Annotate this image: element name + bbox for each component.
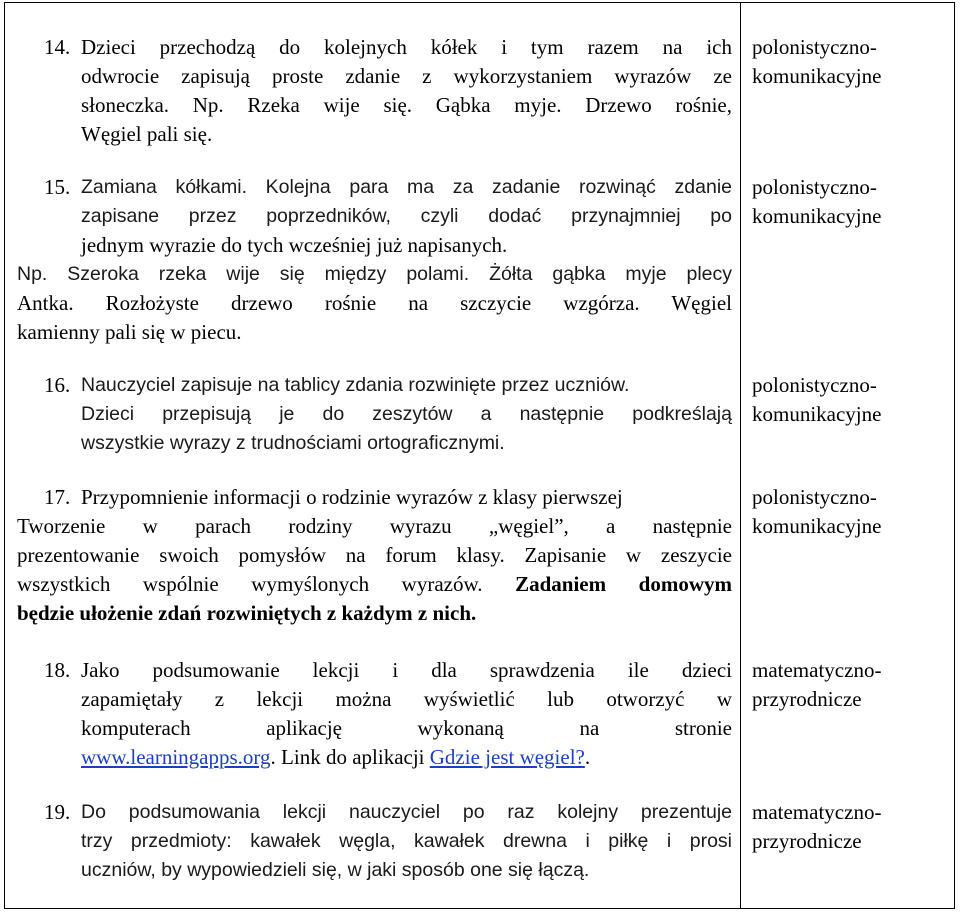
category-line: polonistyczno-: [752, 485, 877, 509]
category-15: [752, 173, 952, 231]
category-line: przyrodnicze: [752, 687, 862, 711]
item-text-line: Przypomnienie informacji o rodzinie wyrazów z klasy pierwszej: [81, 485, 623, 509]
item-text-line: zapamiętały z lekcji można wyświetlić lub otworzyć w: [81, 687, 732, 711]
category-line: przyrodnicze: [752, 829, 862, 853]
item-text-line: Dzieci przepisują je do zeszytów a następnie podkreślają: [81, 403, 732, 425]
item-text-line: słoneczka. Np. Rzeka wije się. Gąbka myje. Drzewo rośnie,: [81, 93, 732, 117]
item-text-line: wszystkie wyrazy z trudnościami ortograficznymi.: [81, 432, 505, 454]
item-number: 18.: [44, 658, 71, 682]
category-line: polonistyczno-: [752, 175, 877, 199]
category-line: polonistyczno-: [752, 35, 877, 59]
item-number: 17.: [44, 485, 71, 509]
item-text-line: Tworzenie w parach rodziny wyrazu „węgiel”, a następnie: [17, 514, 732, 538]
learningapps-link[interactable]: www.learningapps.org: [81, 745, 271, 769]
app-link[interactable]: Gdzie jest węgiel?: [429, 745, 585, 769]
category-17: [752, 483, 952, 541]
item-text-line: Dzieci przechodzą do kolejnych kółek i tym razem na ich: [81, 35, 732, 59]
item-text-line: trzy przedmioty: kawałek węgla, kawałek drewna i piłkę i prosi: [81, 830, 732, 852]
item-text-line: komputerach aplikację wykonaną na stronie: [81, 716, 732, 740]
item-number: 15.: [44, 175, 71, 199]
category-19: [752, 798, 952, 856]
category-line: komunikacyjne: [752, 402, 882, 426]
category-line: polonistyczno-: [752, 373, 877, 397]
item-text-line: [81, 743, 590, 772]
item-text-line: kamienny pali się w piecu.: [17, 320, 242, 344]
homework-text: będzie ułożenie zdań rozwiniętych z każdym z nich.: [17, 601, 477, 625]
item-number: 19.: [44, 800, 71, 824]
line-text: .: [584, 745, 591, 769]
item-text-line: Do podsumowania lekcji nauczyciel po raz kolejny prezentuje: [81, 801, 732, 823]
item-text-line: Zamiana kółkami. Kolejna para ma za zadanie rozwinąć zdanie: [81, 176, 732, 198]
category-18: [752, 656, 952, 714]
category-line: matematyczno-: [752, 658, 882, 682]
homework-highlight: Zadaniem domowym: [515, 572, 732, 596]
item-number: 16.: [44, 373, 71, 397]
item-text-line: uczniów, by wypowiedzieli się, w jaki sposób one się łączą.: [81, 859, 590, 881]
item-text-line: jednym wyrazie do tych wcześniej już napisanych.: [81, 233, 508, 257]
line-text: wszystkich wspólnie wymyślonych wyrazów.: [17, 572, 483, 596]
line-text: . Link do aplikacji: [270, 745, 430, 769]
item-text-line: odwrocie zapisują proste zdanie z wykorzystaniem wyrazów ze: [81, 64, 732, 88]
item-text-line: Węgiel pali się.: [81, 122, 213, 146]
column-divider: [740, 2, 741, 909]
category-16: [752, 371, 952, 429]
category-line: komunikacyjne: [752, 64, 882, 88]
category-14: [752, 33, 952, 91]
category-line: matematyczno-: [752, 800, 882, 824]
category-line: komunikacyjne: [752, 514, 882, 538]
item-text-line: Nauczyciel zapisuje na tablicy zdania rozwinięte przez uczniów.: [81, 374, 630, 396]
item-text-line: Np. Szeroka rzeka wije się między polami. Żółta gąbka myje plecy: [17, 263, 732, 285]
item-text-line: zapisane przez poprzedników, czyli dodać przynajmniej po: [81, 205, 732, 227]
category-line: komunikacyjne: [752, 204, 882, 228]
item-text-line: Jako podsumowanie lekcji i dla sprawdzenia ile dzieci: [81, 658, 732, 682]
item-text-line: prezentowanie swoich pomysłów na forum klasy. Zapisanie w zeszycie: [17, 543, 732, 567]
item-text-line: Antka. Rozłożyste drzewo rośnie na szczycie wzgórza. Węgiel: [17, 291, 732, 315]
item-number: 14.: [44, 35, 71, 59]
item-text-line: [17, 570, 732, 599]
